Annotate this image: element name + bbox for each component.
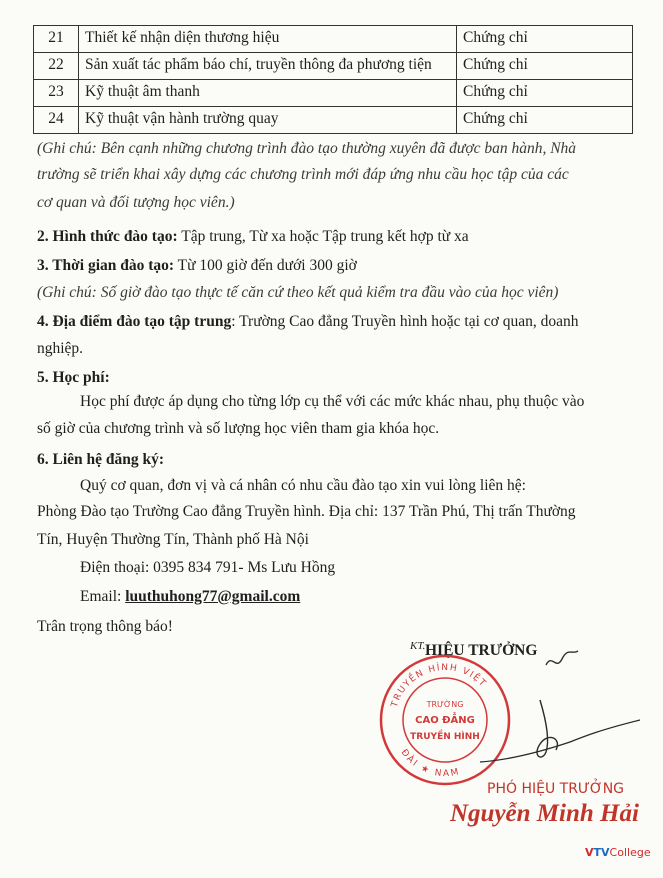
svg-text:ĐÀI ★ NAM: [399, 748, 462, 779]
handwritten-signature: [470, 690, 650, 780]
section-3-text: Từ 100 giờ đến dưới 300 giờ: [174, 257, 357, 274]
section-2-label: 2. Hình thức đào tạo:: [37, 228, 178, 245]
course-type: Chứng chỉ: [457, 80, 633, 107]
table-row: [34, 107, 633, 134]
course-type: Chứng chỉ: [457, 26, 633, 53]
note-2: (Ghi chú: Số giờ đào tạo thực tế căn cứ theo kết quả kiểm tra đầu vào của học viên): [37, 284, 559, 301]
table-row: [34, 26, 633, 53]
section-5-line-1: Học phí được áp dụng cho từng lớp cụ thể với các mức khác nhau, phụ thuộc vào: [80, 393, 585, 410]
vice-principal-title: PHÓ HIỆU TRƯỞNG: [487, 781, 625, 797]
stamp-inner-3: TRUYỀN HÌNH: [410, 732, 480, 742]
course-name: Kỹ thuật âm thanh: [79, 80, 457, 107]
email-label: Email:: [80, 588, 126, 605]
course-name: Sản xuất tác phẩm báo chí, truyền thông đa phương tiện: [79, 53, 457, 80]
stamp-inner-1: TRƯỜNG: [426, 700, 464, 709]
logo-part-2: TV: [593, 846, 610, 859]
signatory-name: Nguyễn Minh Hải: [450, 800, 639, 827]
course-name: Kỹ thuật vận hành trường quay: [79, 107, 457, 134]
logo-part-1: V: [585, 846, 594, 859]
course-number: 21: [34, 26, 79, 53]
course-number: 24: [34, 107, 79, 134]
section-6-label: 6. Liên hệ đăng ký:: [37, 451, 165, 468]
course-type: Chứng chỉ: [457, 107, 633, 134]
logo-part-3: College: [609, 846, 651, 859]
email-link[interactable]: luuthuhong77@gmail.com: [125, 588, 301, 605]
table-row: [34, 80, 633, 107]
vtv-college-logo: [585, 846, 651, 859]
kt-prefix: KT.: [410, 640, 426, 652]
course-name: Thiết kế nhận diện thương hiệu: [79, 26, 457, 53]
section-4: [37, 313, 578, 331]
section-5-line-2: số giờ của chương trình và số lượng học viên tham gia khóa học.: [37, 420, 440, 437]
principal-title: HIỆU TRƯỞNG: [425, 642, 538, 659]
stamp-ring-top: TRUYỀN HÌNH VIỆT: [389, 662, 489, 709]
stamp-inner-2: CAO ĐẲNG: [415, 715, 475, 726]
course-number: 23: [34, 80, 79, 107]
section-3: [37, 257, 357, 275]
course-number: 22: [34, 53, 79, 80]
course-type: Chứng chỉ: [457, 53, 633, 80]
note-line-3: cơ quan và đối tượng học viên.): [37, 194, 235, 211]
note-line-2: trường sẽ triển khai xây dựng các chương trình mới đáp ứng nhu cầu học tập của các: [37, 166, 569, 183]
section-2: [37, 228, 469, 246]
section-4-text: : Trường Cao đẳng Truyền hình hoặc tại cơ quan, doanh: [231, 313, 579, 330]
section-3-label: 3. Thời gian đào tạo:: [37, 257, 175, 274]
section-4-line-2: nghiệp.: [37, 340, 84, 357]
section-6-line-3: Tín, Huyện Thường Tín, Thành phố Hà Nội: [37, 531, 309, 548]
table-row: [34, 53, 633, 80]
section-6-line-2: Phòng Đào tạo Trường Cao đẳng Truyền hình. Địa chỉ: 137 Trần Phú, Thị trấn Thường: [37, 503, 576, 520]
initial-mark: [542, 645, 582, 675]
section-5-label: 5. Học phí:: [37, 369, 110, 386]
note-line-1: (Ghi chú: Bên cạnh những chương trình đào tạo thường xuyên đã được ban hành, Nhà: [37, 140, 577, 157]
contact-phone: Điện thoại: 0395 834 791- Ms Lưu Hồng: [80, 559, 336, 576]
courses-table: [33, 25, 633, 134]
section-2-text: Tập trung, Từ xa hoặc Tập trung kết hợp từ xa: [177, 228, 469, 245]
stamp-ring-bottom: ĐÀI ★ NAM: [398, 747, 462, 780]
closing-text: Trân trọng thông báo!: [37, 618, 173, 635]
contact-email: [80, 588, 300, 606]
section-6-line-1: Quý cơ quan, đơn vị và cá nhân có nhu cầu đào tạo xin vui lòng liên hệ:: [80, 477, 526, 494]
section-4-label: 4. Địa điểm đào tạo tập trung: [37, 313, 232, 330]
